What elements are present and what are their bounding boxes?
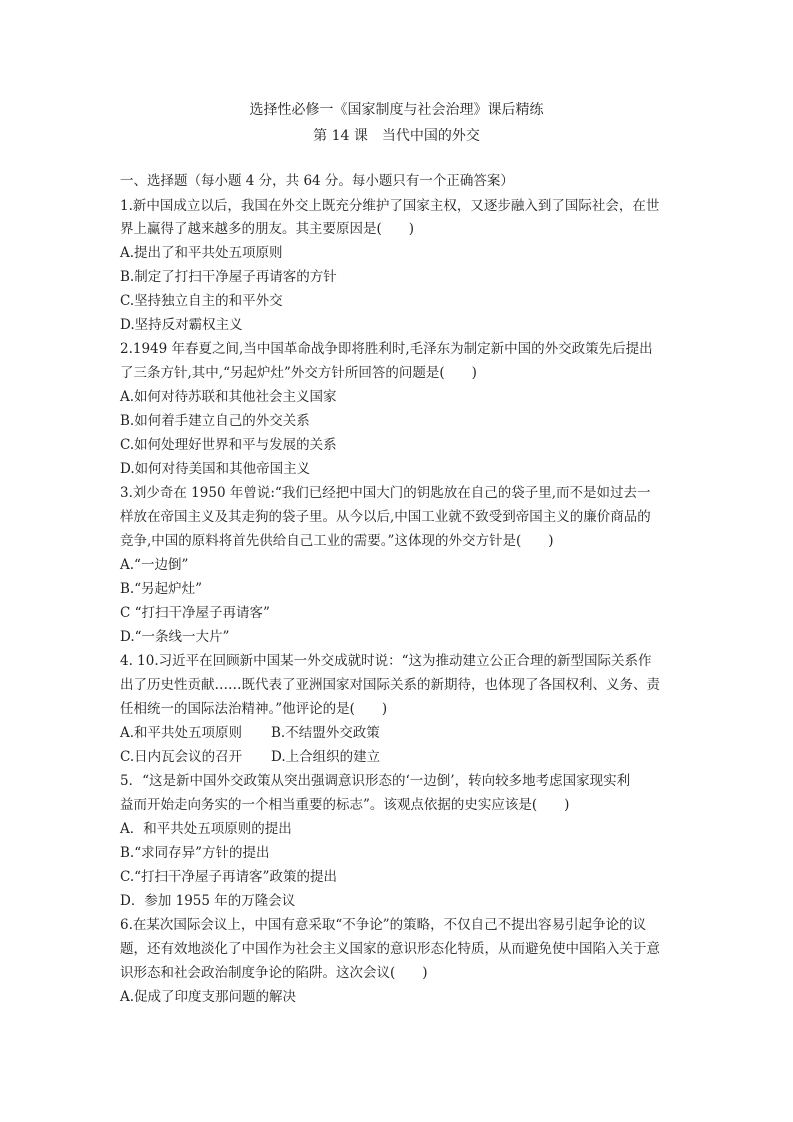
q3-option-d: D.“一条线一大片” [120, 629, 230, 645]
q4-option-a: A.和平共处五项原则 [120, 725, 243, 741]
q5-stem-line-1: 5．“这是新中国外交政策从突出强调意识形态的‘一边倒’，转向较多地考虑国家现实利 [120, 773, 631, 789]
lesson-title: 第 14 课 当代中国的外交 [313, 128, 480, 144]
q1-option-b: B.制定了打扫干净屋子再请客的方针 [120, 269, 337, 285]
q5-option-d: D．参加 1955 年的万隆会议 [120, 893, 296, 909]
q4-option-c: C.日内瓦会议的召开 [120, 749, 243, 765]
q1-stem-line-1: 1.新中国成立以后，我国在外交上既充分维护了国家主权，又逐步融入到了国际社会，在世 [120, 198, 660, 214]
q6-stem-line-1: 6.在某次国际会议上，中国有意采取“不争论”的策略，不仅自己不提出容易引起争论的议 [120, 917, 647, 933]
q5-option-c: C.“打扫干净屋子再请客”政策的提出 [120, 869, 337, 885]
q6-stem-line-2: 题，还有效地淡化了中国作为社会主义国家的意识形态化特质，从而避免使中国陷入关于意 [120, 941, 660, 957]
q3-option-c: C “打扫干净屋子再请客” [120, 605, 270, 621]
q4-option-b: B.不结盟外交政策 [271, 725, 380, 741]
q4-stem-line-1: 4. 10.习近平在回顾新中国某一外交成就时说：“这为推动建立公正合理的新型国际关系作 [120, 653, 652, 669]
q1-stem-line-2: 界上赢得了越来越多的朋友。其主要原因是( ) [120, 221, 415, 237]
q3-stem-line-2: 样放在帝国主义及其走狗的袋子里。从今以后,中国工业就不致受到帝国主义的廉价商品的 [120, 509, 651, 525]
q4-stem-line-3: 任相统一的国际法治精神。”他评论的是( ) [120, 701, 388, 717]
q3-option-b: B.“另起炉灶” [120, 581, 203, 597]
q2-option-b: B.如何着手建立自己的外交关系 [120, 413, 310, 429]
q4-options-row-1 [120, 724, 380, 742]
q5-option-a: A．和平共处五项原则的提出 [120, 821, 292, 837]
q5-stem-line-2: 益而开始走向务实的一个相当重要的标志”。该观点依据的史实应该是( ) [120, 797, 570, 813]
q1-option-d: D.坚持反对霸权主义 [120, 317, 243, 333]
q1-option-a: A.提出了和平共处五项原则 [120, 245, 283, 261]
q2-option-a: A.如何对待苏联和其他社会主义国家 [120, 389, 337, 405]
q3-stem-line-1: 3.刘少奇在 1950 年曾说:“我们已经把中国大门的钥匙放在自己的袋子里,而不是如过去一 [120, 485, 651, 501]
q4-stem-line-2: 出了历史性贡献……既代表了亚洲国家对国际关系的新期待，也体现了各国权利、义务、责 [120, 677, 660, 693]
q4-option-d: D.上合组织的建立 [271, 749, 381, 765]
q1-option-c: C.坚持独立自主的和平外交 [120, 293, 283, 309]
document-title: 选择性必修一《国家制度与社会治理》课后精练 [249, 102, 544, 118]
q3-option-a: A.“一边倒” [120, 557, 189, 573]
q2-option-d: D.如何对待美国和其他帝国主义 [120, 461, 311, 477]
q4-options-row-2 [120, 748, 380, 766]
section-heading: 一、选择题（每小题 4 分，共 64 分。每小题只有一个正确答案） [120, 173, 514, 189]
q2-stem-line-2: 了三条方针,其中,“另起炉灶”外交方针所回答的问题是( ) [120, 365, 477, 381]
q3-stem-line-3: 竞争,中国的原料将首先供给自己工业的需要。”这体现的外交方针是( ) [120, 533, 554, 549]
q6-stem-line-3: 识形态和社会政治制度争论的陷阱。这次会议( ) [120, 965, 428, 981]
q5-option-b: B.“求同存异”方针的提出 [120, 845, 270, 861]
q2-option-c: C.如何处理好世界和平与发展的关系 [120, 437, 337, 453]
q2-stem-line-1: 2.1949 年春夏之间,当中国革命战争即将胜利时,毛泽东为制定新中国的外交政策先后提出 [120, 341, 653, 357]
q6-option-a: A.促成了印度支那问题的解决 [120, 989, 297, 1005]
